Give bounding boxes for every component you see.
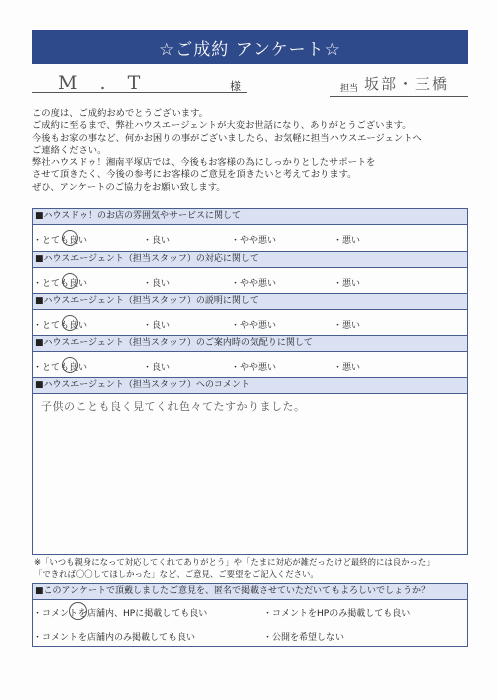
- note-line: 「できれば〇〇してほしかった」など、ご意見、ご要望をご記入ください。: [34, 568, 319, 579]
- intro-line: させて頂きたく、今後の参考にお客様のご意見を頂きたいと考えております。: [32, 169, 357, 181]
- question-store-service: [32, 208, 468, 253]
- rating-options: [33, 310, 467, 337]
- staff-label: 担当: [340, 84, 359, 94]
- note-line: ※「いつも親身になって対応してくれてありがとう」や「たまに対応が雑だったけど最終的には良かった」: [34, 557, 435, 567]
- intro-line: ご成約に至るまで、弊社ハウスエージェントが大変お世話になり、ありがとうございます。: [32, 120, 412, 132]
- comment-text[interactable]: 子供のことも良く見てくれ色々てたすかりました。: [41, 400, 306, 413]
- comment-heading: ■ハウスエージェント（担当スタッフ）へのコメント: [33, 378, 467, 394]
- option-no-publication[interactable]: ・公開を希望しない: [263, 633, 345, 643]
- intro-line: 弊社ハウスドゥ！湘南平塚店では、今後もお客様の為にしっかりとしたサポートを: [32, 157, 376, 169]
- option-bad[interactable]: ・悪い: [333, 236, 361, 246]
- staff-name-line: [330, 96, 468, 97]
- option-good[interactable]: ・良い: [143, 236, 171, 246]
- option-good[interactable]: ・良い: [143, 321, 171, 331]
- selected-mark: [62, 230, 78, 246]
- option-good[interactable]: ・良い: [143, 279, 171, 289]
- question-heading: ■ハウスエージェント（担当スタッフ）の対応に関して: [33, 252, 467, 268]
- intro-line: この度は、ご成約おめでとうございます。: [32, 108, 208, 119]
- intro-line: ぜひ、アンケートのご協力をお願い致します。: [32, 181, 226, 193]
- comment-note: [34, 557, 435, 580]
- option-very-good[interactable]: ・とても良い: [33, 363, 88, 373]
- intro-line: 今後もお家の事など、何かお困りの事がございましたら、お気軽に担当ハウスエージェントへ: [32, 132, 422, 144]
- rating-options: [33, 268, 467, 295]
- option-very-good[interactable]: ・とても良い: [33, 236, 88, 246]
- question-agent-explanation: [32, 293, 468, 338]
- option-somewhat-bad[interactable]: ・やや悪い: [231, 279, 277, 289]
- question-heading: ■ハウスエージェント（担当スタッフ）の説明に関して: [33, 294, 467, 310]
- question-agent-response: [32, 251, 468, 296]
- customer-suffix: 様: [230, 80, 241, 93]
- option-very-good[interactable]: ・とても良い: [33, 321, 88, 331]
- selected-mark: [62, 315, 78, 331]
- option-somewhat-bad[interactable]: ・やや悪い: [231, 321, 277, 331]
- selected-mark: [62, 357, 78, 373]
- selected-mark: [62, 273, 78, 289]
- intro-text: [32, 108, 472, 194]
- customer-name-line: [32, 92, 247, 93]
- publication-consent-box: [32, 583, 468, 647]
- customer-name: M . T: [58, 72, 149, 94]
- option-somewhat-bad[interactable]: ・やや悪い: [231, 236, 277, 246]
- question-agent-attentiveness: [32, 335, 468, 380]
- option-store-and-web[interactable]: ・コメントを店舗内、HPに掲載しても良い: [33, 609, 208, 619]
- staff-name: 坂部・三橋: [364, 75, 450, 93]
- option-very-good[interactable]: ・とても良い: [33, 279, 88, 289]
- option-web-only[interactable]: ・コメントをHPのみ掲載しても良い: [263, 609, 411, 619]
- question-heading: ■ハウスエージェント（担当スタッフ）のご案内時の気配りに関して: [33, 336, 467, 352]
- intro-line: ご連絡ください。: [32, 144, 107, 156]
- comment-box: [32, 377, 468, 555]
- option-bad[interactable]: ・悪い: [333, 321, 361, 331]
- option-good[interactable]: ・良い: [143, 363, 171, 373]
- rating-options: [33, 352, 467, 379]
- option-store-only[interactable]: ・コメントを店舗内のみ掲載しても良い: [33, 633, 196, 643]
- rating-options: [33, 225, 467, 252]
- question-heading: ■ハウスドゥ！のお店の雰囲気やサービスに関して: [33, 209, 467, 225]
- publication-heading: ■このアンケートで頂戴しましたご意見を、匿名で掲載させていただいてもよろしいでしょうか？: [33, 584, 467, 600]
- option-bad[interactable]: ・悪い: [333, 279, 361, 289]
- option-somewhat-bad[interactable]: ・やや悪い: [231, 363, 277, 373]
- option-bad[interactable]: ・悪い: [333, 363, 361, 373]
- selected-mark: [69, 602, 87, 620]
- survey-title: ☆ご成約 アンケート☆: [32, 30, 468, 64]
